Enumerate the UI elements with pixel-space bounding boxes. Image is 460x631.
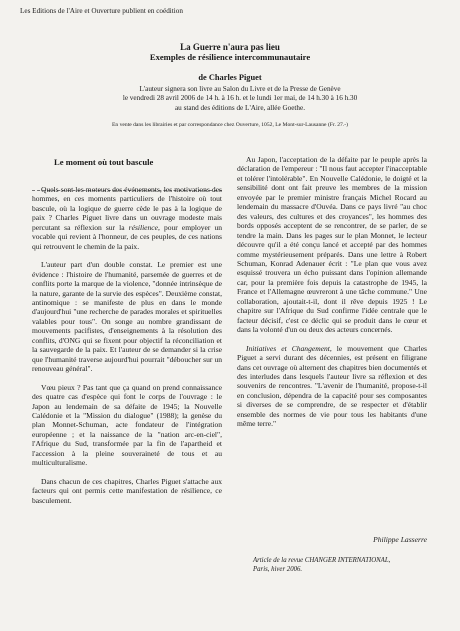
right-column [237, 155, 427, 438]
paragraph: L'auteur part d'un double constat. Le premier est une évidence : l'histoire de l'humanité, parsemée de guerres et de conflits porte la marque de la violence, "donnée intrinsèque de la nature, garante de la survie des espèces". Deuxième constat, antinomique : se manifeste de plus en dans le monde d'aujourd'hui "une recherche de parades morales et spirituelles valables pour tous". On songe au nombre grandissant de mouvements pacifistes, d'enseignements à la résolution des conflits, d'ONG qui se fixent pour objectif la réconciliation et la sauvegarde de la paix. Et l'auteur de se demander si la crise que l'humanité traverse aujourd'hui pourrait "déboucher sur un renouveau général". [32, 260, 222, 374]
sale-note: En vente dans les librairies et par correspondance chez Ouverture, 1052, Le Mont-sur-Lausanne (Fr. 27.-) [112, 122, 348, 128]
paragraph: Initiatives et Changement, le mouvement que Charles Piguet a servi durant des décennies, est présent en filigrane dans cet ouvrage où alternent des chapitres bien documentés et des interludes dans lesquels l'auteur livre sa réflexion et des souvenirs de rencontres. "L'avenir de l'humanité, propose-t-il en conclusion, dépendra de la capacité pour ses composantes si diverses de se comprendre, de se respecter et d'établir ensemble des normes de vie pour tous les habitants d'une même terre." [237, 343, 427, 429]
paragraph: Au Japon, l'acceptation de la défaite par le peuple après la déclaration de l'empereur : "Il nous faut accepter l'inacceptable et tolérer l'intolérable". En Nouvelle Calédonie, le doigté et la sensibilité dont ont fait preuve les membres de la mission envoyée par le premier ministre français Michel Rocard au lendemain du massacre d'Ouvéa. Dans ce pays livré "au choc des valeurs, des cultures et des croyances", les hommes des bords opposés acceptent de se rencontrer, de se parler, de se tendre la main. Dans les pages sur le plan Monnet, le lecteur découvre qu'il a été conçu lancé et accepté par des hommes comme mystérieusement préparés. Dans une lettre à Robert Schuman, Konrad Adenauer écrit : "Le plan que vous avez esquissé trouvera un écho puissant dans l'opinion allemande car, pour la première fois depuis la catastrophe de 1945, la France et l'Allemagne œuvreront à une tâche commune." Une collaboration, ajoutait-t-il, dont il rêve depuis 1925 ! Le chapitre sur l'Afrique du Sud confirme l'idée centrale que le facteur décisif, c'est ce déclic qui se produit dans le cœur et dans la volonté d'un ou deux des acteurs concernés. [237, 155, 427, 335]
source-line: Article de la revue CHANGER INTERNATIONAL, [253, 557, 391, 564]
publisher-line: Les Editions de l'Aire et Ouverture publient en coédition [20, 7, 183, 15]
book-subtitle: Exemples de résilience intercommunautaire [149, 52, 311, 62]
author-byline: de Charles Piguet [198, 73, 262, 82]
paragraph: Dans chacun de ces chapitres, Charles Piguet s'attache aux facteurs qui ont permis cette manifestation de résilience, ce basculement. [32, 476, 222, 505]
book-title: La Guerre n'aura pas lieu [180, 42, 280, 52]
source-citation [253, 557, 428, 575]
paragraph: Vœu pieux ? Pas tant que ça quand on prend connaissance des quatre cas d'espèce qui font le corps de l'ouvrage : le Japon au lendemain de sa défaite de 1945; la Nouvelle Calédonie et la "Mission du dialogue" (1988); la genèse du plan Monnet-Schuman, acte fondateur de l'intégration européenne ; et la naissance de la "nation arc-en-ciel", l'Afrique du Sud, transformée par la fin de l'apartheid et l'accession à la pleine souveraineté de tous et au multiculturalisme. [32, 382, 222, 468]
left-column [32, 185, 222, 514]
paragraph: Quels sont les moteurs des événements, les motivations des hommes, en ces moments particuliers de l'histoire où tout bascule, où la logique de guerre cède le pas à la logique de paix ? Charles Piguet livre dans un ouvrage modeste mais percutant sa réflexion sur la résilience, pour employer un vocable qui revient à l'honneur, de ces peuples, de ces nations qui retrouvent le chemin de la paix. [32, 185, 222, 251]
announcement-line: le vendredi 28 avril 2006 de 14 h. à 16 h. et le lundi 1er mai, de 14 h.30 à 16 h.30 [122, 94, 358, 103]
section-heading: Le moment où tout bascule [54, 157, 154, 167]
source-line: Paris, hiver 2006. [253, 565, 303, 573]
announcement-line: au stand des éditions de L'Aire, allée Goethe. [174, 103, 306, 112]
emphasis: Initiatives et Changement [246, 343, 330, 353]
announcement-line: L'auteur signera son livre au Salon du Livre et de la Presse de Genève [139, 85, 341, 93]
signature: Philippe Lasserre [373, 535, 427, 544]
signing-announcement [90, 85, 390, 113]
emphasis: résilience [128, 222, 158, 232]
